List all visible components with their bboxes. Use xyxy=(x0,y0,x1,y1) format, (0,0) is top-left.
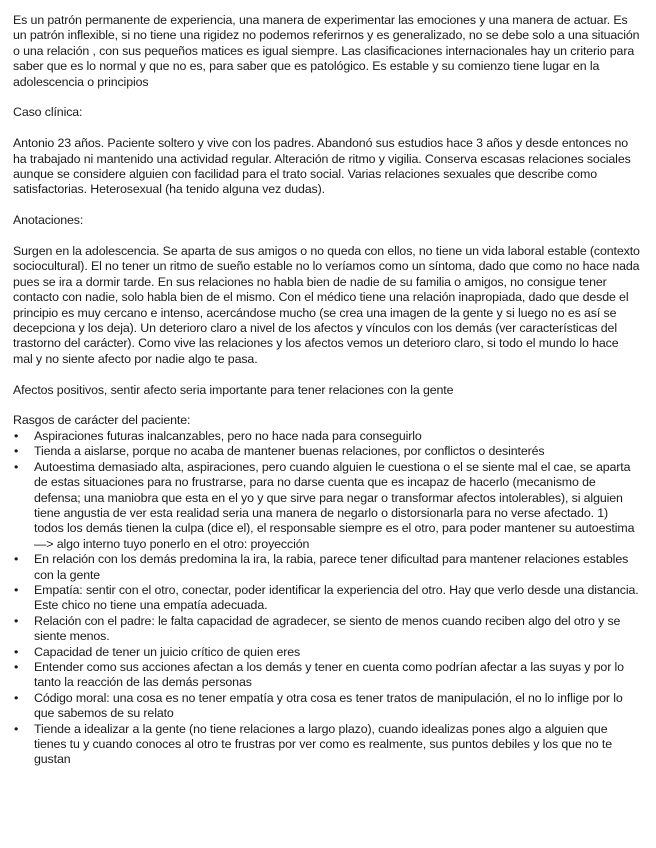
positive-affects-paragraph: Afectos positivos, sentir afecto seria importante para tener relaciones con la gente xyxy=(13,382,454,397)
trait-item: • Relación con el padre: le falta capacidad de agradecer, se siento de menos cuando reciben algo del otro y se siente menos. xyxy=(13,614,640,645)
case-heading: Caso clínica: xyxy=(13,105,83,120)
trait-item: • Tienda a aislarse, porque no acaba de mantener buenas relaciones, por conflictos o desinterés xyxy=(13,444,640,459)
spacer xyxy=(13,90,640,105)
spacer xyxy=(13,229,640,244)
trait-item: • Código moral: una cosa es no tener empatía y otra cosa es tener tratos de manipulación, el no lo inflige por lo que sabemos de su relato xyxy=(13,691,640,722)
trait-item: • Entender como sus acciones afectan a los demás y tener en cuenta como podrían afectar a las suyas y por lo tanto la reacción de las demás personas xyxy=(13,660,640,691)
traits-list xyxy=(13,429,640,768)
spacer xyxy=(13,398,640,413)
notes-heading: Anotaciones: xyxy=(13,213,84,228)
traits-heading: Rasgos de carácter del paciente: xyxy=(13,413,191,428)
case-paragraph: Antonio 23 años. Paciente soltero y vive con los padres. Abandonó sus estudios hace 3 años y desde entonces no ha trabajado ni mantenido una actividad regular. Alteración de ritmo y vigilia. Conserva escasas relaciones sociales aunque se considere alguien con facilidad para el trato social. Varias relaciones sexuales que describe como satisfactorias. Heterosexual (ha tenido alguna vez dudas). xyxy=(13,136,631,197)
trait-item: • En relación con los demás predomina la ira, la rabia, parece tener dificultad para mantener relaciones estables con la gente xyxy=(13,552,640,583)
spacer xyxy=(13,198,640,213)
trait-item: • Aspiraciones futuras inalcanzables, pero no hace nada para conseguirlo xyxy=(13,429,640,444)
spacer xyxy=(13,367,640,382)
trait-item: • Tiende a idealizar a la gente (no tiene relaciones a largo plazo), cuando idealizas pones algo a alguien que tienes tu y cuando conoces al otro te frustras por ver como es realmente, sus puntos debiles y los que no te gustan xyxy=(13,722,640,768)
notes-paragraph: Surgen en la adolescencia. Se aparta de sus amigos o no queda con ellos, no tiene un vida laboral estable (contexto sociocultural). El no tener un ritmo de sueño estable no lo veríamos como un síntoma, dado que como no hace nada pues se ira a dormir tarde. En sus relaciones no habla bien de nadie de su familia o amigos, no consigue tener contacto con nadie, solo habla bien de el mismo. Con el médico tiene una relación inapropiada, dado que desde el principio es muy cercano e intenso, acercándose mucho (se crea una imagen de la gente y si luego no es así se decepciona y los deja). Un deterioro claro a nivel de los afectos y vínculos con los demás (ver características del trastorno del carácter). Como vive las relaciones y los afectos vemos un deterioro claro, si todo el mundo lo hace mal y no siente afecto por nadie algo te pasa. xyxy=(13,244,640,366)
trait-item: • Capacidad de tener un juicio crítico de quien eres xyxy=(13,645,640,660)
trait-item: • Empatía: sentir con el otro, conectar, poder identificar la experiencia del otro. Hay que verlo desde una distancia. Este chico no tiene una empatía adecuada. xyxy=(13,583,640,614)
intro-paragraph: Es un patrón permanente de experiencia, una manera de experimentar las emociones y una manera de actuar. Es un patrón inflexible, si no tiene una rigidez no podemos referirnos y es generalizado, no se debe solo a una situación o una relación , con sus pequeños matices es igual siempre. Las clasificaciones internacionales hay un criterio para saber que es lo normal y que no es, para saber que es patológico. Es estable y su comienzo tiene lugar en la adolescencia o principios xyxy=(13,13,640,89)
spacer xyxy=(13,121,640,136)
trait-item: • Autoestima demasiado alta, aspiraciones, pero cuando alguien le cuestiona o el se siente mal el cae, se aparta de estas situaciones para no frustrarse, para no darse cuenta que es incapaz de hacerlo (mecanismo de defensa; una maniobra que esta en el yo y que sirve para negar o transformar afectos intolerables), si alguien tiene angustia de ver esta realidad seria una manera de negarlo o distorsionarla para no verse afectado. 1) todos los demás tienen la culpa (dice el), el responsable siempre es el otro, para poder mantener su autoestima —> algo interno tuyo ponerlo en el otro: proyección xyxy=(13,460,640,552)
